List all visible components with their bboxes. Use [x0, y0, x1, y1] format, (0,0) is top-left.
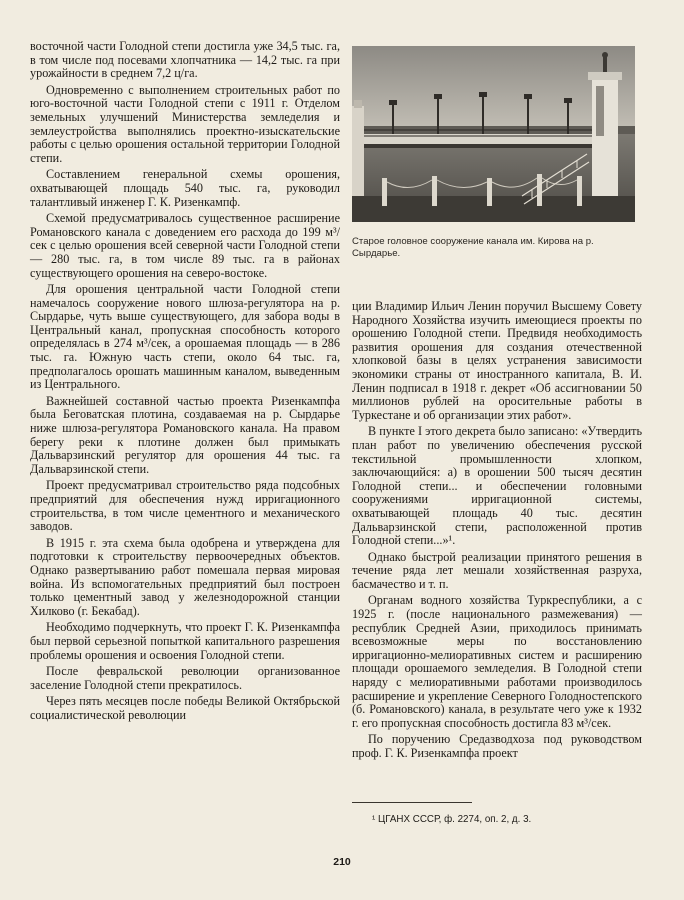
paragraph: Однако быстрой реализации принятого решения в течение ряда лет мешали хозяйственная разруха, басмачество и т. п. — [352, 549, 642, 591]
photo-caption: Старое головное сооружение канала им. Кирова на р. Сырдарье. — [352, 236, 594, 259]
paragraph: Для орошения центральной части Голодной степи намечалось сооружение нового шлюза-регулятора на р. Сырдарье, чуть выше существующего, для забора воды в Центральный канал, пропускная способность которого определялась в 274 м³/сек, а орошаемая площадь — в 286 тыс. га. Южную часть степи, около 64 тыс. га, предполагалось орошать машинным каналом, выведенным из Центрального. — [30, 282, 340, 392]
paragraph: Проект предусматривал строительство ряда подсобных предприятий для обеспечения нужд ирригационного строительства, в том числе цементного и механического заводов. — [30, 478, 340, 534]
paragraph: В пункте I этого декрета было записано: «Утвердить план работ по увеличению обеспечения русской текстильной промышленности хлопком, заключающийся: а) в орошении 500 тысяч десятин Голодной степи... и обеспечении головными сооружениями ирригационной системы, охватывающей площадь 40 тыс. десятин Дальварзинской степи, расположенной против Голодной степи...»¹. — [352, 424, 642, 548]
headworks-photo-image — [352, 46, 635, 222]
paragraph: Составлением генеральной схемы орошения, охватывающей площадь 540 тыс. га, руководил талантливый инженер Г. К. Ризенкампф. — [30, 167, 340, 209]
paragraph: В 1915 г. эта схема была одобрена и утверждена для подготовки к строительству первоочередных объектов. Однако развертыванию работ помешала первая мировая война. Из вспомогательных предприятий был построен только цементный завод у железнодорожной станции Хилково (г. Бекабад). — [30, 535, 340, 618]
paragraph: Одновременно с выполнением строительных работ по юго-восточной части Голодной степи с 1911 г. Отделом земельных улучшений Министерства земледелия и землеустройства выполнялись проектно-изыскательские работы с целью орошения остальной территории Голодной степи. — [30, 82, 340, 165]
footnote: ¹ ЦГАНХ СССР, ф. 2274, оп. 2, д. 3. — [372, 814, 532, 825]
headworks-photo — [352, 46, 635, 222]
right-text-column — [352, 300, 642, 764]
paragraph: После февральской революции организованное заселение Голодной степи прекратилось. — [30, 664, 340, 692]
page-number: 210 — [333, 856, 351, 868]
paragraph: Через пять месяцев после победы Великой Октябрьской социалистической революции — [30, 694, 340, 722]
paragraph: По поручению Средазводхоза под руководством проф. Г. К. Ризенкампфа проект — [352, 732, 642, 760]
paragraph: Органам водного хозяйства Туркреспублики, а с 1925 г. (после национального размежевания) — республик Средней Азии, приходилось принимать всевозможные меры по восстановлению ирригационно-мелиоративных систем и расширению площади орошаемого земледелия. В Голодной степи наряду с мелиоративными работами производилось расширение и укрепление Северного Голодностепского (б. Романовского) канала, в результате чего уже к 1932 г. его пропускная способность достигла 83 м³/сек. — [352, 593, 642, 730]
paragraph: Необходимо подчеркнуть, что проект Г. К. Ризенкампфа был первой серьезной попыткой капитального разрешения проблемы орошения и освоения Голодной степи. — [30, 620, 340, 662]
footnote-divider — [352, 802, 472, 803]
paragraph: ции Владимир Ильич Ленин поручил Высшему Совету Народного Хозяйства изучить имеющиеся проекты по орошению Голодной степи. Предвидя необходимость развития орошения для создания отечественной хлопковой базы в целях устранения зависимости экономики страны от иностранного капитала, В. И. Ленин подписал в 1918 г. декрет «Об ассигновании 50 миллионов рублей на оросительные работы в Туркестане и об организации этих работ». — [352, 299, 642, 422]
left-text-column — [30, 40, 340, 726]
paragraph: Схемой предусматривалось существенное расширение Романовского канала с доведением его расхода до 199 м³/сек с целью орошения всей северной части Голодной степи — 280 тыс. га, в том числе 89 тыс. га в районах существующего орошения на северо-востоке. — [30, 211, 340, 280]
paragraph: Важнейшей составной частью проекта Ризенкампфа была Беговатская плотина, создаваемая на р. Сырдарье ниже шлюза-регулятора Романовского канала. На правом берегу реки к плотине должен был примыкать Дальварзинский регулятор для орошения 44 тыс. га Дальварзинской степи. — [30, 393, 340, 476]
paragraph: восточной части Голодной степи достигла уже 34,5 тыс. га, в том числе под посевами хлопчатника — 14,2 тыс. га при урожайности в среднем 7,2 ц/га. — [30, 39, 340, 81]
